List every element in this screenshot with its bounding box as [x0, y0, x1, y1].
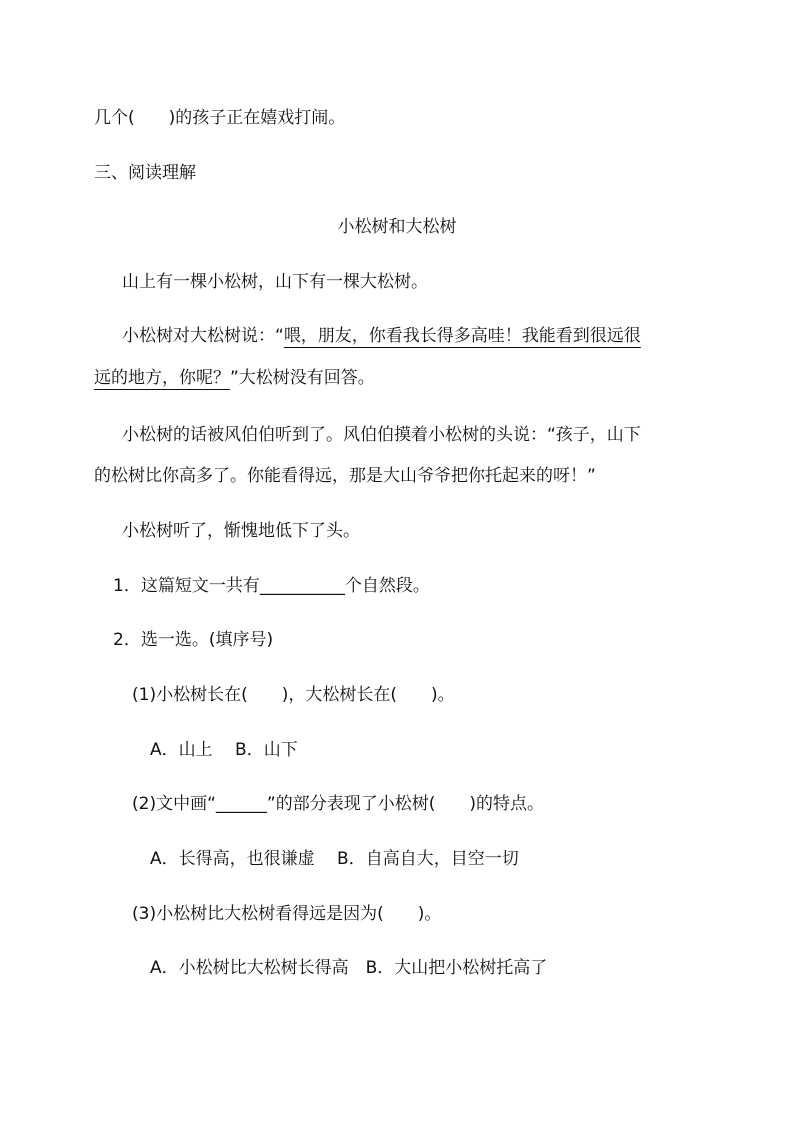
paragraph-2-suffix: ”大松树没有回答。 — [230, 368, 375, 388]
paragraph-2-underlined-part-a: 喂，朋友，你看我长得多高哇！我能看到很远很 — [283, 326, 641, 346]
paragraph-2-line-1 — [122, 325, 641, 347]
question-2-3: (3)小松树比大松树看得远是因为( )。 — [132, 904, 442, 924]
question-2-2-options: A．长得高，也很谦虚 B．自高自大，目空一切 — [150, 849, 519, 869]
paragraph-2-underlined-part-b: 远的地方，你呢？ — [94, 368, 230, 388]
question-1: 1．这篇短文一共有__________个自然段。 — [113, 576, 430, 596]
paragraph-3-line-2: 的松树比你高多了。你能看得远，那是大山爷爷把你托起来的呀！” — [94, 466, 596, 486]
question-2: 2．选一选。(填序号) — [113, 630, 274, 650]
paragraph-2-line-2 — [94, 367, 375, 389]
question-2-3-options: A．小松树比大松树长得高 B．大山把小松树托高了 — [150, 958, 548, 978]
paragraph-4: 小松树听了，惭愧地低下了头。 — [122, 521, 360, 541]
question-2-2: (2)文中画“______”的部分表现了小松树( )的特点。 — [132, 794, 544, 814]
question-2-1: (1)小松树长在( )，大松树长在( )。 — [132, 685, 455, 705]
passage-title: 小松树和大松树 — [337, 217, 457, 237]
section-heading: 三、阅读理解 — [94, 163, 196, 183]
carry-over-sentence: 几个( )的孩子正在嬉戏打闹。 — [94, 108, 346, 128]
question-2-1-options: A．山上 B．山下 — [150, 740, 298, 760]
paragraph-3-line-1: 小松树的话被风伯伯听到了。风伯伯摸着小松树的头说：“孩子，山下 — [122, 425, 641, 445]
paragraph-2-prefix: 小松树对大松树说：“ — [122, 326, 284, 346]
paragraph-1: 山上有一棵小松树，山下有一棵大松树。 — [122, 272, 428, 292]
